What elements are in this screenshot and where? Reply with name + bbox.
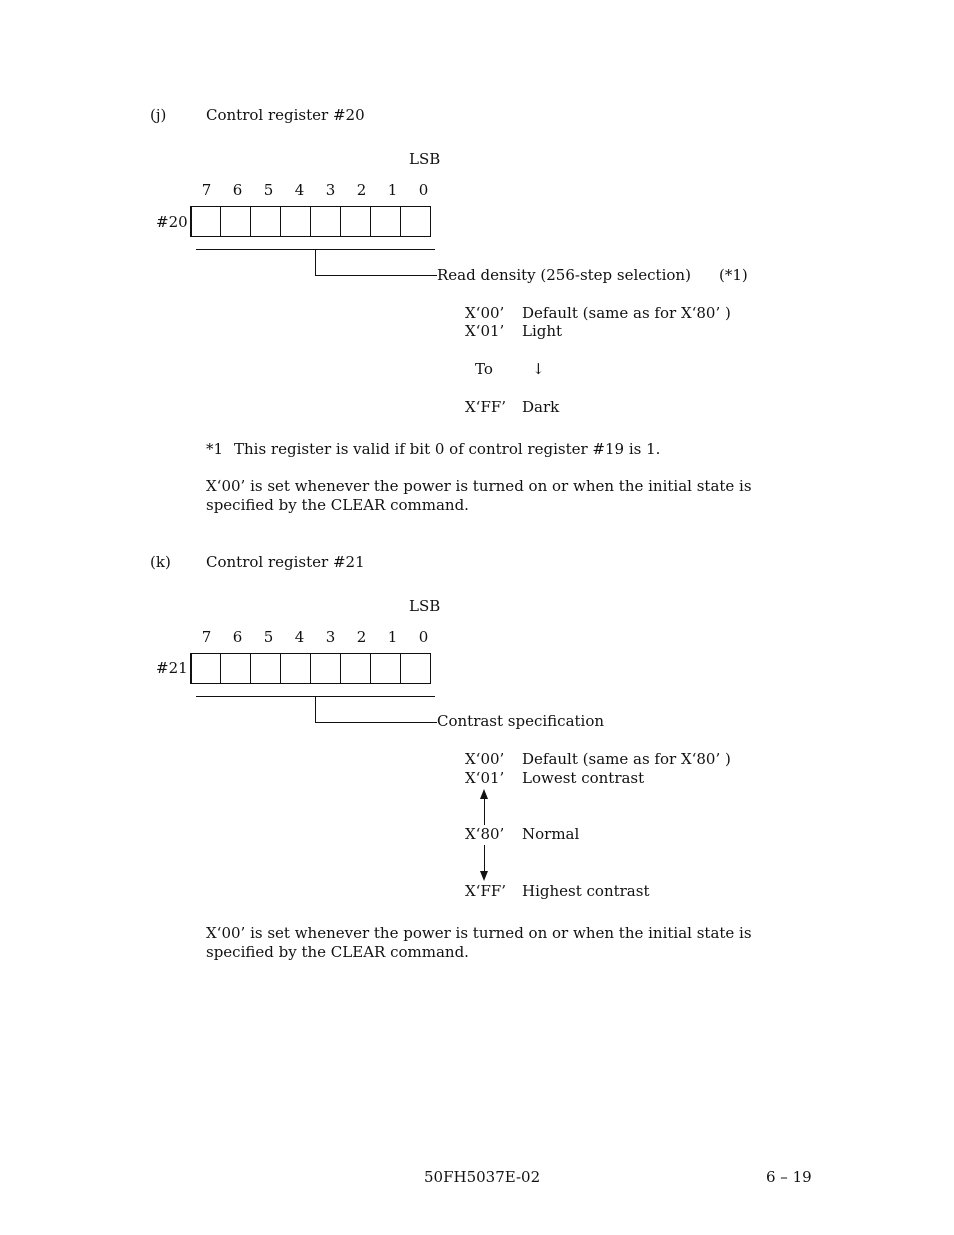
value-description: Highest contrast xyxy=(522,882,650,900)
register-bit-cell xyxy=(310,206,341,237)
section-k-register-name: #21 xyxy=(156,659,188,677)
section-k-label: (k) xyxy=(150,553,171,571)
section-j-register-name: #20 xyxy=(156,213,188,231)
bit-number: 4 xyxy=(294,181,305,199)
section-k-title: Control register #21 xyxy=(206,553,365,571)
page-number: 6 – 19 xyxy=(766,1168,812,1186)
register-bit-cell xyxy=(340,653,371,684)
bit-number: 6 xyxy=(232,628,243,646)
value-code: X‘00’ xyxy=(465,750,505,768)
register-bit-cell xyxy=(220,653,251,684)
value-description: Lowest contrast xyxy=(522,769,645,787)
section-j-field-connector xyxy=(315,249,316,275)
section-j-label: (j) xyxy=(150,106,167,124)
section-k-bit-numbers xyxy=(191,628,439,646)
register-bit-cell xyxy=(370,206,401,237)
register-bit-cell xyxy=(250,653,281,684)
arrow-shaft xyxy=(484,797,485,825)
down-arrow-icon: ↓ xyxy=(532,360,545,378)
section-j-field-note: (*1) xyxy=(719,266,748,284)
value-description: Light xyxy=(522,322,563,340)
value-code: To xyxy=(475,360,493,378)
register-bit-cell xyxy=(400,653,431,684)
bit-number: 0 xyxy=(418,181,429,199)
section-j-register-cells xyxy=(190,206,430,237)
value-code: X‘01’ xyxy=(465,322,505,340)
bit-number: 7 xyxy=(201,181,212,199)
section-k-note: X‘00’ is set whenever the power is turned on or when the initial state is specified by the CLEAR command. xyxy=(206,924,752,961)
down-arrow-icon xyxy=(480,871,488,881)
section-k-field-connector xyxy=(315,696,316,722)
bit-number: 3 xyxy=(325,628,336,646)
section-k-field-leader xyxy=(315,722,437,723)
bit-number: 7 xyxy=(201,628,212,646)
section-k-lsb: LSB xyxy=(409,597,441,615)
register-bit-cell xyxy=(340,206,371,237)
register-bit-cell xyxy=(280,653,311,684)
value-description: Dark xyxy=(522,398,560,416)
bit-number: 1 xyxy=(387,181,398,199)
register-bit-cell xyxy=(310,653,341,684)
bit-number: 2 xyxy=(356,628,367,646)
value-code: X‘01’ xyxy=(465,769,505,787)
register-bit-cell xyxy=(220,206,251,237)
section-j-field-name: Read density (256-step selection) xyxy=(437,266,691,284)
register-bit-cell xyxy=(370,653,401,684)
bit-number: 5 xyxy=(263,628,274,646)
document-number: 50FH5037E-02 xyxy=(424,1168,541,1186)
value-code: X‘00’ xyxy=(465,304,505,322)
section-j-field-leader xyxy=(315,275,437,276)
section-k-field-name: Contrast specification xyxy=(437,712,605,730)
value-description: Normal xyxy=(522,825,580,843)
register-bit-cell xyxy=(280,206,311,237)
value-code: X‘80’ xyxy=(465,825,505,843)
value-description: Default (same as for X‘80’ ) xyxy=(522,750,731,768)
bit-number: 0 xyxy=(418,628,429,646)
register-bit-cell xyxy=(190,206,221,237)
register-bit-cell xyxy=(250,206,281,237)
value-code: X‘FF’ xyxy=(465,882,507,900)
register-bit-cell xyxy=(400,206,431,237)
bit-number: 4 xyxy=(294,628,305,646)
value-code: X‘FF’ xyxy=(465,398,507,416)
section-j-bit-numbers xyxy=(191,181,439,199)
section-j-title: Control register #20 xyxy=(206,106,365,124)
bit-number: 2 xyxy=(356,181,367,199)
bit-number: 6 xyxy=(232,181,243,199)
register-bit-cell xyxy=(190,653,221,684)
value-description: Default (same as for X‘80’ ) xyxy=(522,304,731,322)
section-j-note: X‘00’ is set whenever the power is turned on or when the initial state is specified by the CLEAR command. xyxy=(206,477,752,514)
section-k-register-cells xyxy=(190,653,430,684)
arrow-shaft xyxy=(484,845,485,871)
footnote-text: This register is valid if bit 0 of control register #19 is 1. xyxy=(234,440,661,458)
bit-number: 3 xyxy=(325,181,336,199)
footnote-marker: *1 xyxy=(206,440,224,458)
bit-number: 5 xyxy=(263,181,274,199)
bit-number: 1 xyxy=(387,628,398,646)
section-j-lsb: LSB xyxy=(409,150,441,168)
